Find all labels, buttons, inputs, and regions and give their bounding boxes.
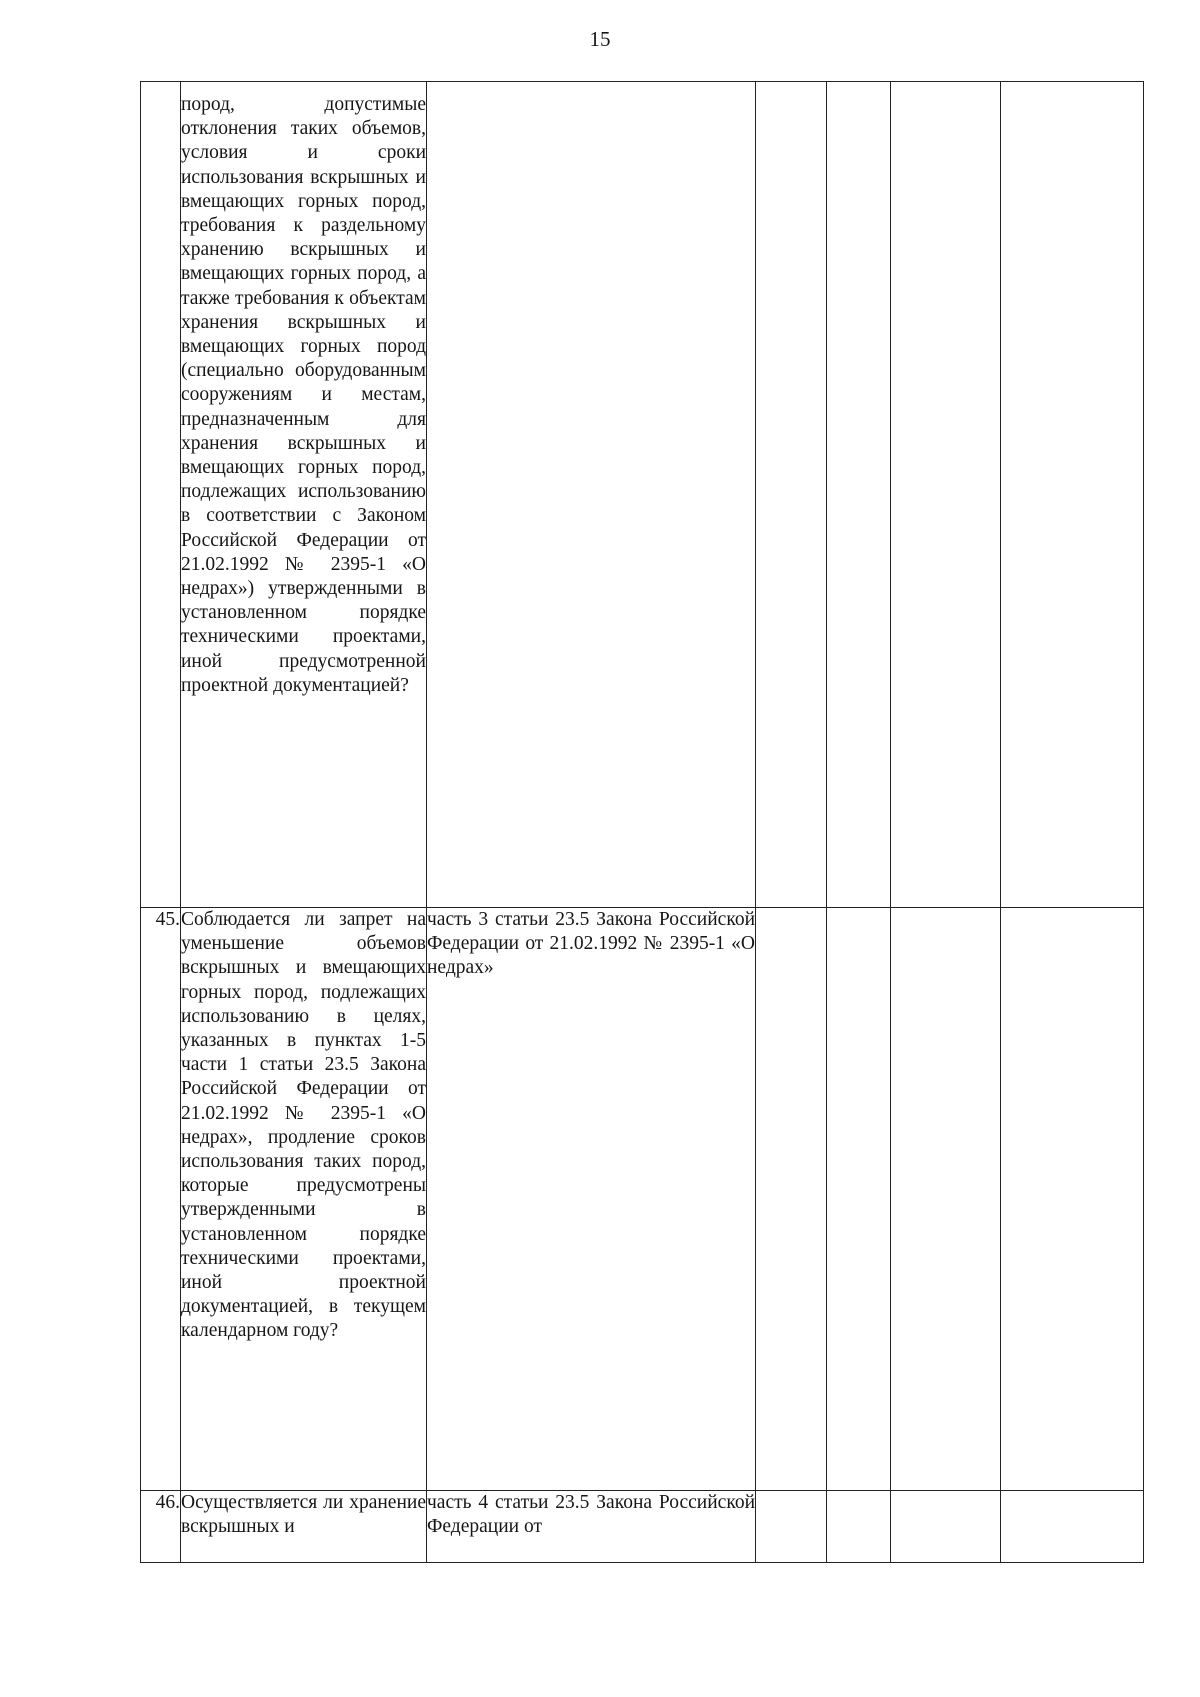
answer-yes-cell xyxy=(756,1491,827,1563)
legal-reference-cell xyxy=(427,1491,756,1563)
note-cell xyxy=(1001,82,1144,908)
legal-reference-text: часть 4 статьи 23.5 Закона Российской Федерации от xyxy=(427,1492,755,1538)
question-cell xyxy=(181,1491,427,1563)
row-number xyxy=(141,82,181,908)
page-number: 15 xyxy=(589,27,611,51)
question-text: пород, допустимые отклонения таких объемов, условия и сроки использования вскрышных и вмещающих горных пород, требования к раздельному хранению вскрышных и вмещающих горных пород, а также требования к объектам хранения вскрышных и вмещающих горных пород (специально оборудованным сооружениям и местам, предназначенным для хранения вскрышных и вмещающих горных пород, подлежащих использованию в соответствии с Законом Российской Федерации от 21.02.1992 № 2395-1 «О недрах») утвержденными в установленном порядке техническими проектами, иной предусмотренной проектной документацией? xyxy=(181,94,426,696)
checklist-table xyxy=(140,81,1144,1563)
question-text: Осуществляется ли хранение вскрышных и xyxy=(181,1492,426,1538)
note-cell xyxy=(1001,1491,1144,1563)
not-applicable-cell xyxy=(891,908,1001,1491)
table-row xyxy=(141,82,1144,908)
answer-no-cell xyxy=(827,82,891,908)
question-cell xyxy=(181,82,427,908)
question-cell xyxy=(181,908,427,1491)
answer-no-cell xyxy=(827,1491,891,1563)
legal-reference-cell xyxy=(427,908,756,1491)
row-number: 46. xyxy=(141,1491,181,1563)
row-number: 45. xyxy=(141,908,181,1491)
question-text: Соблюдается ли запрет на уменьшение объемов вскрышных и вмещающих горных пород, подлежащих использованию в целях, указанных в пунктах 1-5 части 1 статьи 23.5 Закона Российской Федерации от 21.02.1992 № 2395-1 «О недрах», продление сроков использования таких пород, которые предусмотрены утвержденными в установленном порядке техническими проектами, иной проектной документацией, в текущем календарном году? xyxy=(181,909,426,1342)
legal-reference-text: часть 3 статьи 23.5 Закона Российской Федерации от 21.02.1992 № 2395-1 «О недрах» xyxy=(427,909,755,979)
table-row xyxy=(141,908,1144,1491)
answer-yes-cell xyxy=(756,908,827,1491)
answer-yes-cell xyxy=(756,82,827,908)
answer-no-cell xyxy=(827,908,891,1491)
table-row xyxy=(141,1491,1144,1563)
legal-reference-cell xyxy=(427,82,756,908)
not-applicable-cell xyxy=(891,1491,1001,1563)
not-applicable-cell xyxy=(891,82,1001,908)
note-cell xyxy=(1001,908,1144,1491)
